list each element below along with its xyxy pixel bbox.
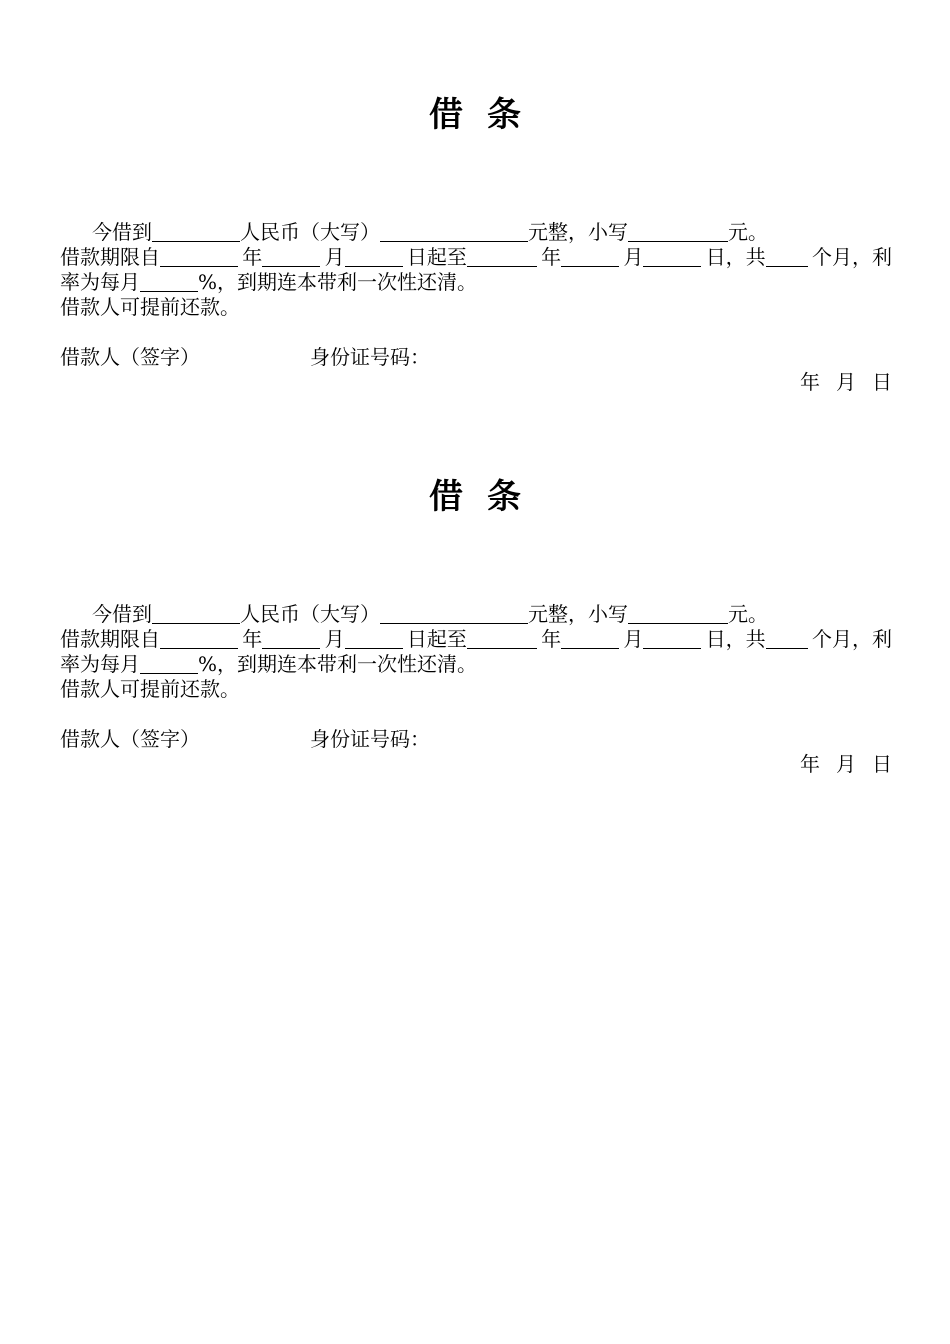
amount-figures-blank[interactable]	[628, 605, 728, 624]
signature-row	[60, 727, 892, 752]
end-day-blank[interactable]	[643, 248, 701, 267]
start-year-blank[interactable]	[160, 248, 238, 267]
monthly-rate-blank[interactable]	[140, 655, 198, 674]
loan-period-line	[60, 245, 892, 270]
title-char: 借	[429, 477, 463, 517]
text-segment: 元。	[728, 220, 768, 244]
early-repayment-line: 借款人可提前还款。	[60, 295, 240, 319]
text-segment: 年	[242, 245, 263, 269]
text-segment: 月	[623, 245, 644, 269]
iou-body	[60, 220, 892, 395]
date-row	[60, 370, 892, 395]
start-year-blank[interactable]	[160, 630, 238, 649]
document-title	[0, 90, 950, 140]
text-segment: 年	[242, 627, 263, 651]
text-segment: 月	[324, 245, 345, 269]
text-segment: 今借到	[92, 220, 152, 244]
amount-words-blank[interactable]	[380, 223, 528, 242]
date-month-label: 月	[836, 370, 856, 394]
lender-blank[interactable]	[152, 223, 240, 242]
end-month-blank[interactable]	[561, 630, 619, 649]
lender-blank[interactable]	[152, 605, 240, 624]
spacer	[60, 702, 892, 727]
document-title	[0, 472, 950, 522]
start-day-blank[interactable]	[345, 630, 403, 649]
text-segment: 日，共	[705, 245, 766, 269]
title-char: 借	[429, 95, 463, 135]
id-number-label: 身份证号码：	[310, 727, 430, 751]
spacer	[60, 320, 892, 345]
start-month-blank[interactable]	[262, 248, 320, 267]
text-segment: 个月，利	[811, 245, 892, 269]
text-segment: 借款期限自	[60, 245, 160, 269]
date-day-label: 日	[872, 370, 892, 394]
end-day-blank[interactable]	[643, 630, 701, 649]
date-month-label: 月	[836, 752, 856, 776]
text-segment: %，到期连本带利一次性还清。	[198, 270, 478, 294]
borrow-amount-line	[60, 602, 892, 627]
text-segment: 元整，小写	[528, 602, 628, 626]
months-blank[interactable]	[766, 248, 808, 267]
text-segment: 年	[541, 245, 562, 269]
text-segment: 年	[541, 627, 562, 651]
signature-row	[60, 345, 892, 370]
text-segment: 个月，利	[811, 627, 892, 651]
text-segment: 今借到	[92, 602, 152, 626]
text-segment: %，到期连本带利一次性还清。	[198, 652, 478, 676]
text-segment: 日，共	[705, 627, 766, 651]
id-number-label: 身份证号码：	[310, 345, 430, 369]
text-segment: 月	[324, 627, 345, 651]
start-day-blank[interactable]	[345, 248, 403, 267]
interest-rate-line	[60, 652, 892, 677]
amount-words-blank[interactable]	[380, 605, 528, 624]
date-day-label: 日	[872, 752, 892, 776]
borrow-amount-line	[60, 220, 892, 245]
text-segment: 人民币（大写）	[240, 220, 380, 244]
text-segment: 月	[623, 627, 644, 651]
end-year-blank[interactable]	[467, 248, 537, 267]
text-segment: 日起至	[406, 245, 467, 269]
title-char: 条	[487, 477, 521, 517]
iou-body	[60, 602, 892, 777]
text-segment: 借款期限自	[60, 627, 160, 651]
date-row	[60, 752, 892, 777]
loan-period-line	[60, 627, 892, 652]
monthly-rate-blank[interactable]	[140, 273, 198, 292]
text-segment: 率为每月	[60, 270, 140, 294]
borrower-signature-label: 借款人（签字）	[60, 727, 200, 751]
end-year-blank[interactable]	[467, 630, 537, 649]
iou-section-2	[0, 472, 950, 776]
date-year-label: 年	[800, 752, 820, 776]
text-segment: 元。	[728, 602, 768, 626]
months-blank[interactable]	[766, 630, 808, 649]
text-segment: 日起至	[406, 627, 467, 651]
end-month-blank[interactable]	[561, 248, 619, 267]
start-month-blank[interactable]	[262, 630, 320, 649]
text-segment: 率为每月	[60, 652, 140, 676]
amount-figures-blank[interactable]	[628, 223, 728, 242]
iou-section-1	[0, 90, 950, 394]
title-char: 条	[487, 95, 521, 135]
interest-rate-line	[60, 270, 892, 295]
text-segment: 人民币（大写）	[240, 602, 380, 626]
early-repayment-line: 借款人可提前还款。	[60, 677, 240, 701]
text-segment: 元整，小写	[528, 220, 628, 244]
borrower-signature-label: 借款人（签字）	[60, 345, 200, 369]
date-year-label: 年	[800, 370, 820, 394]
